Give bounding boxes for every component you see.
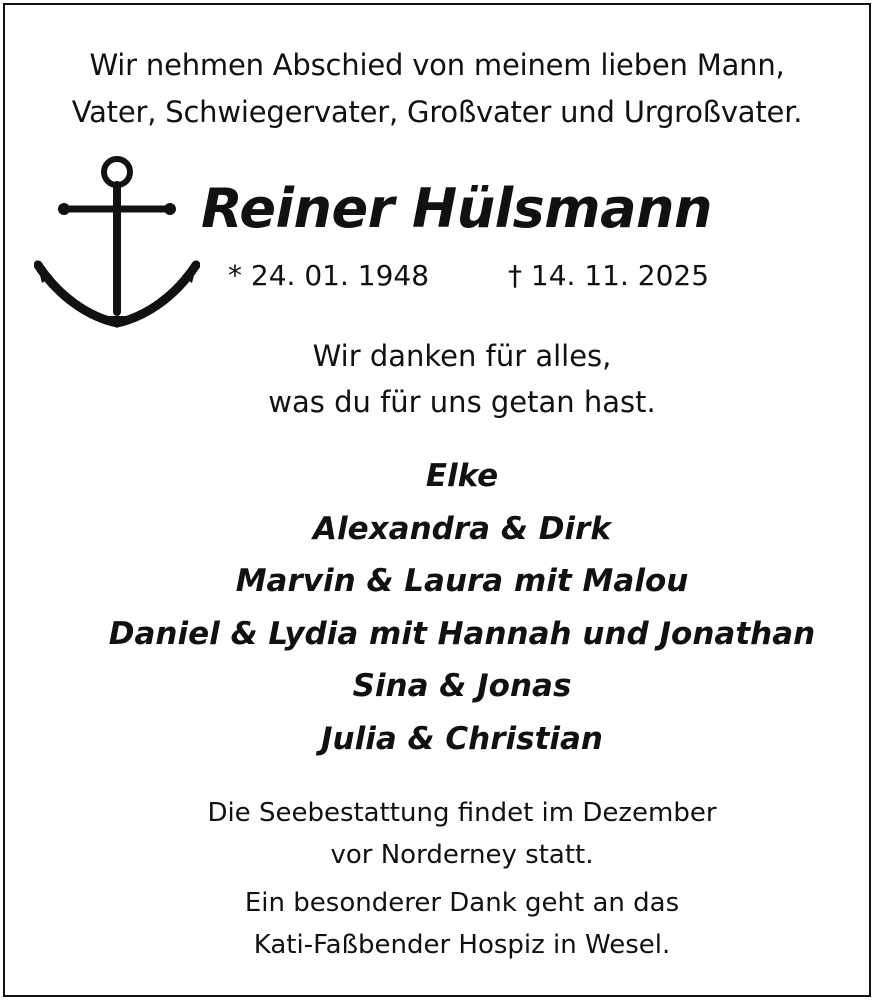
mourner-entry: Marvin & Laura mit Malou xyxy=(235,563,689,599)
thanks-text xyxy=(0,333,874,425)
thanks-line-1: Wir danken für alles, xyxy=(312,339,612,373)
intro-text xyxy=(0,42,874,136)
mourner-entry: Alexandra & Dirk xyxy=(313,510,611,547)
birth-date: * 24. 01. 1948 xyxy=(228,259,430,292)
deceased-name: Reiner Hülsmann xyxy=(201,177,712,240)
funeral-line-1: Die Seebestattung findet im Dezember xyxy=(207,798,717,828)
mourners-list xyxy=(0,450,874,765)
intro-line-1: Wir nehmen Abschied von meinem lieben Mann, xyxy=(89,48,785,82)
gratitude-line-2: Kati-Faßbender Hospiz in Wesel. xyxy=(253,930,671,960)
mourner-entry: Julia & Christian xyxy=(320,720,603,757)
gratitude-note xyxy=(0,882,874,966)
mourner-entry: Daniel & Lydia mit Hannah und Jonathan xyxy=(108,615,816,652)
funeral-info xyxy=(0,792,874,876)
funeral-line-2: vor Norderney statt. xyxy=(330,840,594,870)
mourner-entry: Sina & Jonas xyxy=(352,668,572,704)
death-date: † 14. 11. 2025 xyxy=(508,259,710,292)
gratitude-line-1: Ein besonderer Dank geht an das xyxy=(244,888,680,918)
thanks-line-2: was du für uns getan hast. xyxy=(268,385,656,419)
mourner-entry: Elke xyxy=(425,458,499,494)
anchor-icon xyxy=(34,152,200,328)
intro-line-2: Vater, Schwiegervater, Großvater und Urgroßvater. xyxy=(71,95,803,129)
